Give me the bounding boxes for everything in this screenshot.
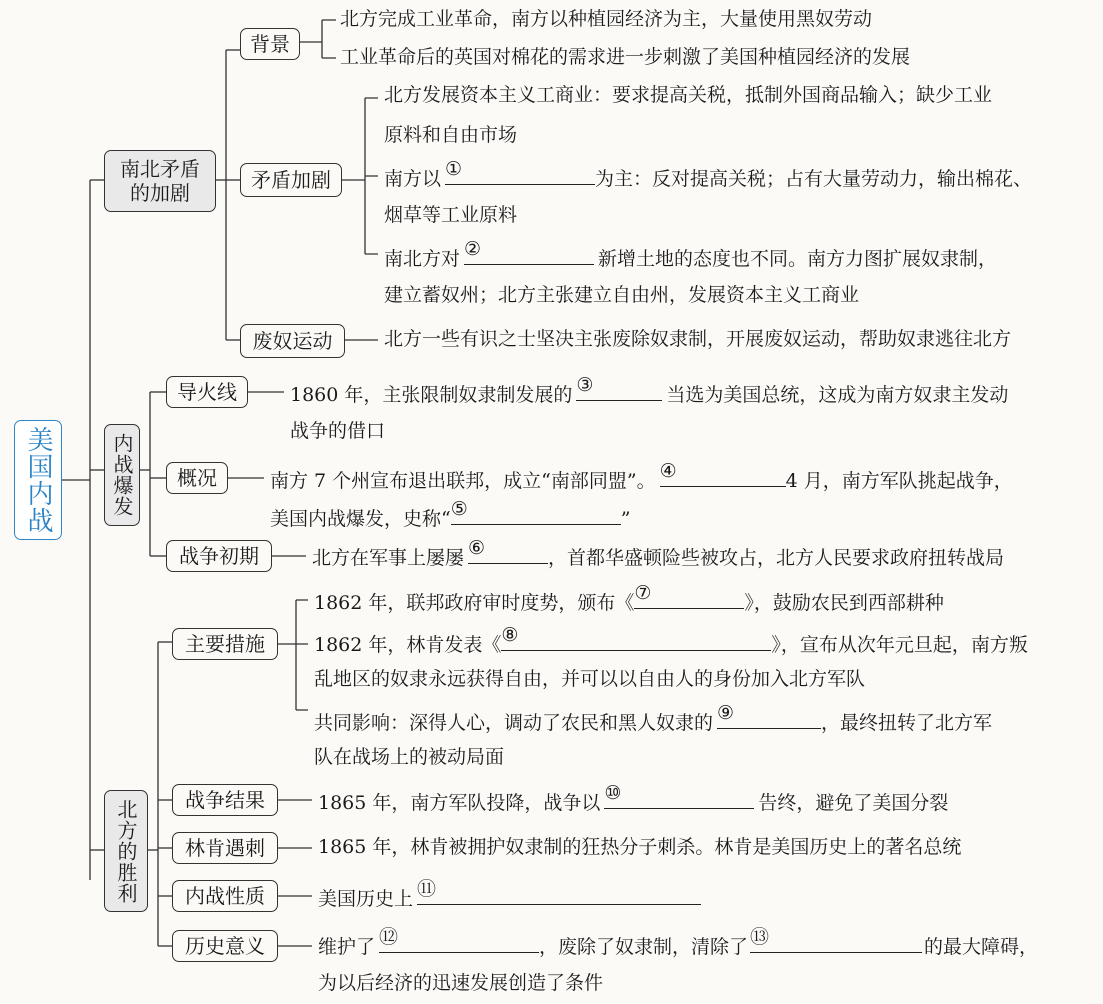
nature-text — [318, 878, 701, 912]
measures-text-3: 乱地区的奴隶永远获得自由，并可以以自由人的身份加入北方军队 — [314, 668, 866, 690]
node-nature: 内战性质 — [172, 880, 278, 912]
blank-4[interactable] — [659, 460, 786, 487]
intensify-land-prefix: 南北方对 — [384, 248, 461, 270]
overview-alias-prefix: 美国内战爆发，史称“ — [270, 508, 451, 530]
blank-8[interactable] — [501, 624, 771, 651]
section-outbreak: 内战爆发 — [104, 424, 140, 526]
blank-13[interactable] — [750, 926, 922, 953]
measures-text-1 — [314, 582, 944, 616]
node-intensify: 矛盾加剧 — [240, 163, 342, 197]
section-contradiction-line1: 南北矛盾 — [120, 157, 200, 181]
nature-prefix: 美国历史上 — [318, 888, 414, 910]
intensify-text-6: 建立蓄奴州；北方主张建立自由州，发展资本主义工商业 — [384, 284, 860, 306]
node-significance: 历史意义 — [172, 930, 278, 962]
intensify-text-5 — [384, 238, 998, 272]
overview-prefix: 南方 7 个州宣布退出联邦，成立“南部同盟”。 — [270, 470, 656, 492]
intensify-text-4: 烟草等工业原料 — [384, 204, 518, 226]
early-war-text — [312, 537, 1005, 571]
significance-suffix: 的最大障碍， — [924, 936, 1039, 958]
intensify-text-2: 原料和自由市场 — [384, 124, 518, 146]
node-early-war: 战争初期 — [166, 540, 272, 572]
node-overview: 概况 — [166, 462, 228, 494]
blank-7-number: ⑦ — [634, 582, 652, 604]
measures-1862-proclamation-suffix: 》，宣布从次年元旦起，南方叛 — [771, 634, 1028, 656]
overview-suffix: 4 月，南方军队挑起战争， — [785, 470, 1013, 492]
significance-text-1 — [318, 926, 1039, 960]
blank-6-number: ⑥ — [468, 537, 486, 559]
significance-prefix: 维护了 — [318, 936, 376, 958]
blank-1[interactable] — [445, 158, 595, 185]
blank-11-number: ⑪ — [417, 878, 437, 900]
blank-6[interactable] — [468, 537, 548, 564]
significance-middle: ，废除了奴隶制，清除了 — [539, 936, 749, 958]
background-text-2: 工业革命后的英国对棉花的需求进一步刺激了美国种植园经济的发展 — [340, 46, 911, 68]
result-prefix: 1865 年，南方军队投降，战争以 — [318, 792, 601, 814]
significance-text-2: 为以后经济的迅速发展创造了条件 — [318, 972, 604, 994]
measures-effect-prefix: 共同影响：深得人心，调动了农民和黑人奴隶的 — [314, 712, 714, 734]
blank-3-number: ③ — [576, 374, 594, 396]
intensify-text-1: 北方发展资本主义工商业：要求提高关税，抵制外国商品输入；缺少工业 — [384, 84, 993, 106]
blank-10-number: ⑩ — [604, 782, 622, 804]
early-war-suffix: ，首都华盛顿险些被攻占，北方人民要求政府扭转战局 — [548, 547, 1005, 569]
blank-2[interactable] — [464, 238, 594, 265]
intensify-south-suffix: 为主：反对提高关税；占有大量劳动力，输出棉花、 — [595, 168, 1033, 190]
background-text-1: 北方完成工业革命，南方以种植园经济为主，大量使用黑奴劳动 — [340, 8, 873, 30]
measures-1862-proclamation-prefix: 1862 年，林肯发表《 — [314, 634, 502, 656]
blank-9-number: ⑨ — [717, 702, 735, 724]
node-result: 战争结果 — [172, 784, 278, 816]
trigger-prefix: 1860 年，主张限制奴隶制发展的 — [290, 384, 573, 406]
trigger-text-2: 战争的借口 — [290, 420, 386, 442]
blank-9[interactable] — [717, 702, 821, 729]
node-trigger: 导火线 — [166, 376, 248, 408]
blank-12-number: ⑫ — [379, 926, 399, 948]
blank-5[interactable] — [450, 498, 621, 525]
intensify-text-3 — [384, 158, 1033, 192]
measures-1862-act-prefix: 1862 年，联邦政府审时度势，颁布《 — [314, 592, 635, 614]
blank-3[interactable] — [576, 374, 662, 401]
section-victory: 北方的胜利 — [104, 790, 148, 912]
root-topic: 美国内战 — [14, 420, 62, 540]
measures-text-5: 队在战场上的被动局面 — [314, 746, 505, 768]
overview-text-2 — [270, 498, 631, 532]
node-measures: 主要措施 — [172, 628, 278, 660]
blank-5-number: ⑤ — [450, 498, 468, 520]
blank-13-number: ⑬ — [750, 926, 770, 948]
blank-1-number: ① — [445, 158, 463, 180]
overview-text-1 — [270, 460, 1013, 494]
blank-4-number: ④ — [659, 460, 677, 482]
measures-1862-act-suffix: 》，鼓励农民到西部耕种 — [744, 592, 944, 614]
result-suffix: 告终，避免了美国分裂 — [758, 792, 949, 814]
early-war-prefix: 北方在军事上屡屡 — [312, 547, 465, 569]
assassination-text: 1865 年，林肯被拥护奴隶制的狂热分子刺杀。林肯是美国历史上的著名总统 — [318, 836, 962, 858]
section-contradiction-line2: 的加剧 — [130, 181, 190, 205]
node-assassination: 林肯遇刺 — [172, 832, 278, 864]
intensify-south-prefix: 南方以 — [384, 168, 442, 190]
blank-8-number: ⑧ — [501, 624, 519, 646]
measures-text-4 — [314, 702, 993, 736]
node-abolition: 废奴运动 — [240, 324, 345, 358]
section-contradiction — [104, 150, 216, 212]
measures-text-2 — [314, 624, 1028, 658]
abolition-text: 北方一些有识之士坚决主张废除奴隶制，开展废奴运动，帮助奴隶逃往北方 — [384, 328, 1012, 350]
node-background: 背景 — [240, 28, 300, 60]
measures-effect-suffix: ，最终扭转了北方军 — [821, 712, 993, 734]
blank-12[interactable] — [379, 926, 539, 953]
trigger-text-1 — [290, 374, 1009, 408]
overview-alias-suffix: ” — [620, 508, 631, 530]
trigger-suffix: 当选为美国总统，这成为南方奴隶主发动 — [666, 384, 1009, 406]
blank-7[interactable] — [634, 582, 744, 609]
intensify-land-suffix: 新增土地的态度也不同。南方力图扩展奴隶制， — [598, 248, 998, 270]
blank-11[interactable] — [417, 878, 701, 905]
blank-2-number: ② — [464, 238, 482, 260]
result-text — [318, 782, 949, 816]
blank-10[interactable] — [604, 782, 754, 809]
